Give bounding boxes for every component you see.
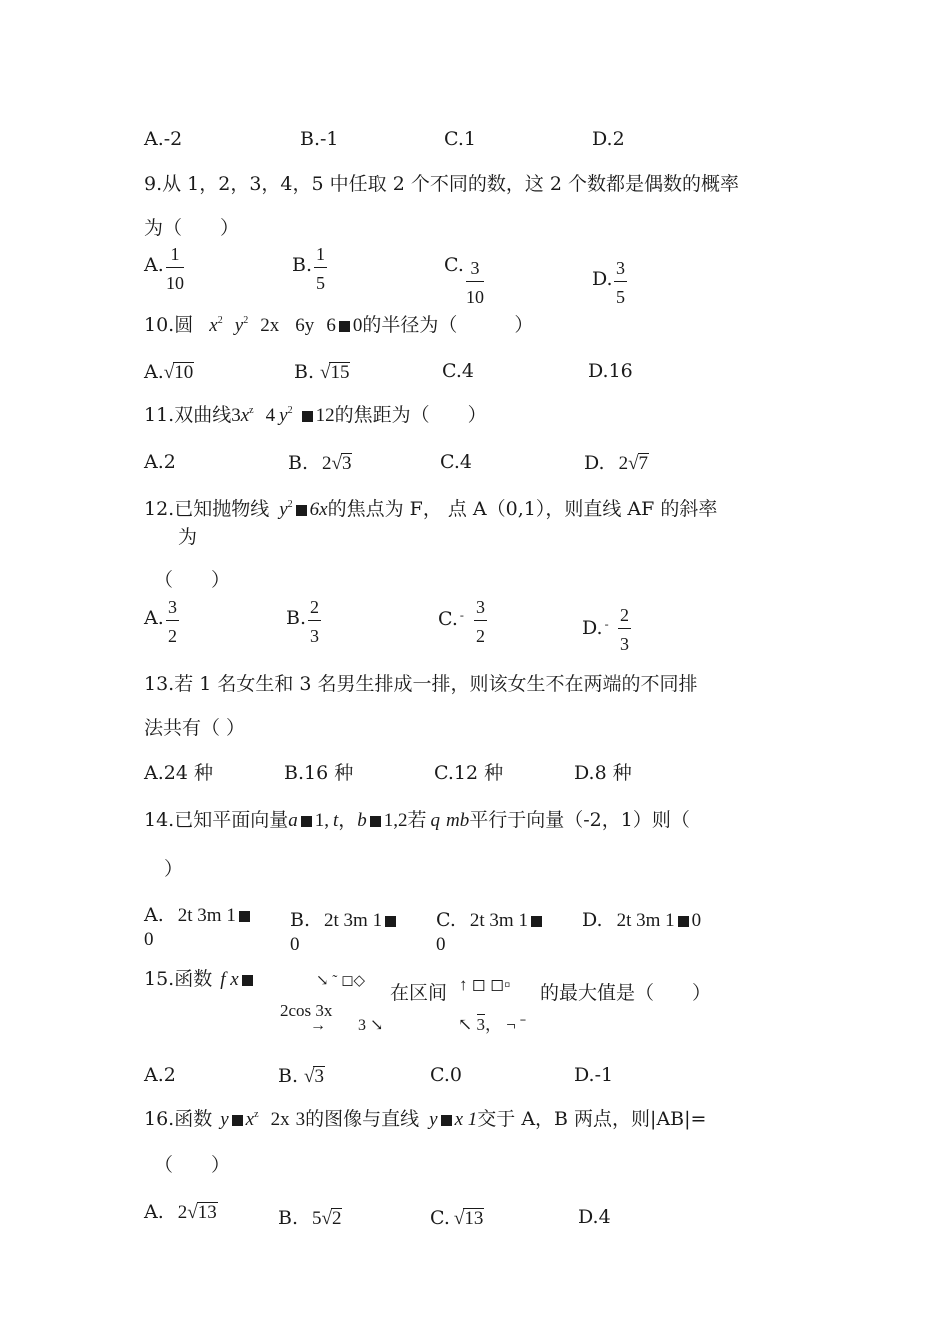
q9-d-label: D. bbox=[592, 268, 613, 290]
q10-stem: 10.圆 $x^2$ $y^2$ 2x 6y 6 0的半径为（ ） bbox=[144, 314, 534, 336]
q16-option-a: A. 2√13 bbox=[144, 1201, 217, 1223]
q14-stem: 14.已知平面向量a 1, t，b 1,2若 q mb平行于向量（-2，1）则（ bbox=[144, 809, 690, 831]
q16-option-b: B. 5√2 bbox=[278, 1207, 342, 1229]
q14-close-paren: ） bbox=[164, 858, 184, 880]
q9-stem-cont: 为（ ） bbox=[144, 217, 240, 239]
q14-option-a-zero: 0 bbox=[144, 929, 154, 950]
q15-interval-glyphs: ↑ ◻ ◻▫ bbox=[459, 975, 511, 994]
q11-stem: 11.双曲线$3x^z$ 4 $y^2$ 12的焦距为（ ） bbox=[144, 404, 487, 426]
q12-stem: 12.已知抛物线 $y^2$ 6x的焦点为 F， 点 A（0,1），则直线 AF 的斜率 bbox=[144, 498, 718, 520]
q8-option-d: D.2 bbox=[592, 128, 625, 150]
q9-d-fraction: $\frac{3}{5}$ bbox=[616, 258, 625, 307]
q9-b-label: B. bbox=[292, 254, 313, 276]
q16-option-d: D.4 bbox=[578, 1206, 611, 1228]
q16-option-c: C. √13 bbox=[430, 1207, 484, 1229]
q13-stem-cont: 法共有（ ） bbox=[144, 717, 246, 739]
q8-option-c: C.1 bbox=[444, 128, 476, 150]
q12-b-fraction: $\frac{2}{3}$ bbox=[310, 597, 319, 646]
q15-stem-end: 的最大值是（ ） bbox=[540, 982, 712, 1004]
q9-stem: 9.从 1，2，3，4，5 中任取 2 个不同的数，这 2 个数都是偶数的概率 bbox=[144, 173, 739, 195]
q9-c-fraction: $\frac{3}{10}$ bbox=[466, 258, 484, 307]
q11-option-c: C.4 bbox=[440, 451, 472, 473]
q10-option-b: B. √15 bbox=[294, 361, 350, 383]
q15-glyphs-top: ↘ ˜ ◻◇ bbox=[316, 973, 366, 989]
q11-option-a: A.2 bbox=[144, 451, 176, 473]
q15-glyphs-bottom: → 3 ↘ bbox=[310, 1017, 384, 1034]
q12-d-label: D. - bbox=[582, 617, 609, 639]
q14-option-c-zero: 0 bbox=[436, 934, 446, 955]
q13-option-d: D.8 种 bbox=[574, 762, 632, 784]
q11-option-b: B. 2√3 bbox=[288, 452, 352, 474]
q10-option-c: C.4 bbox=[442, 360, 474, 382]
q11-option-d: D. 2√7 bbox=[584, 452, 649, 474]
q15-expression: 2cos 3x bbox=[280, 1001, 333, 1020]
q12-paren: （ ） bbox=[154, 569, 231, 591]
q9-a-fraction: $\frac{1}{10}$ bbox=[166, 244, 184, 293]
q15-option-d: D.-1 bbox=[574, 1064, 614, 1086]
q15-option-b: B. √3 bbox=[278, 1065, 324, 1087]
q9-a-label: A. bbox=[144, 254, 164, 276]
q16-paren: （ ） bbox=[154, 1154, 231, 1176]
q15-interval-label: 在区间 bbox=[390, 982, 448, 1004]
q8-option-b: B.-1 bbox=[300, 128, 339, 150]
q12-a-label: A. bbox=[144, 607, 164, 629]
q13-option-b: B.16 种 bbox=[284, 762, 354, 784]
q15-interval-bottom: ↖ 3， ¬ ˉ bbox=[458, 1015, 526, 1034]
q9-b-fraction: $\frac{1}{5}$ bbox=[316, 244, 325, 293]
q12-d-fraction: $\frac{2}{3}$ bbox=[620, 605, 629, 654]
q16-stem: 16.函数 y $x^z$ 2x 3的图像与直线 y x 1交于 A，B 两点，则|AB|= bbox=[144, 1108, 707, 1130]
q14-option-d: D. 2t 3m 1 0 bbox=[582, 909, 702, 931]
q10-option-d: D.16 bbox=[588, 360, 633, 382]
q15-option-a: A.2 bbox=[144, 1064, 176, 1086]
q10-option-a: A.√10 bbox=[144, 361, 194, 383]
q12-a-fraction: $\frac{3}{2}$ bbox=[168, 597, 177, 646]
q12-c-label: C. - bbox=[438, 608, 464, 630]
q12-stem-cont: 为 bbox=[178, 526, 198, 548]
q14-option-b-zero: 0 bbox=[290, 934, 300, 955]
q8-option-a: A.-2 bbox=[144, 128, 183, 150]
q14-option-c: C. 2t 3m 1 bbox=[436, 911, 545, 930]
q12-c-fraction: $\frac{3}{2}$ bbox=[476, 597, 485, 646]
q15-stem-start: 15.函数 f x bbox=[144, 970, 256, 989]
q13-option-c: C.12 种 bbox=[434, 762, 504, 784]
q14-option-a: A. 2t 3m 1 bbox=[144, 906, 253, 925]
q12-b-label: B. bbox=[286, 607, 307, 629]
q13-stem: 13.若 1 名女生和 3 名男生排成一排，则该女生不在两端的不同排 bbox=[144, 673, 698, 695]
q9-c-label: C. bbox=[444, 254, 464, 276]
q14-option-b: B. 2t 3m 1 bbox=[290, 911, 399, 930]
q13-option-a: A.24 种 bbox=[144, 762, 213, 784]
q15-option-c: C.0 bbox=[430, 1064, 462, 1086]
